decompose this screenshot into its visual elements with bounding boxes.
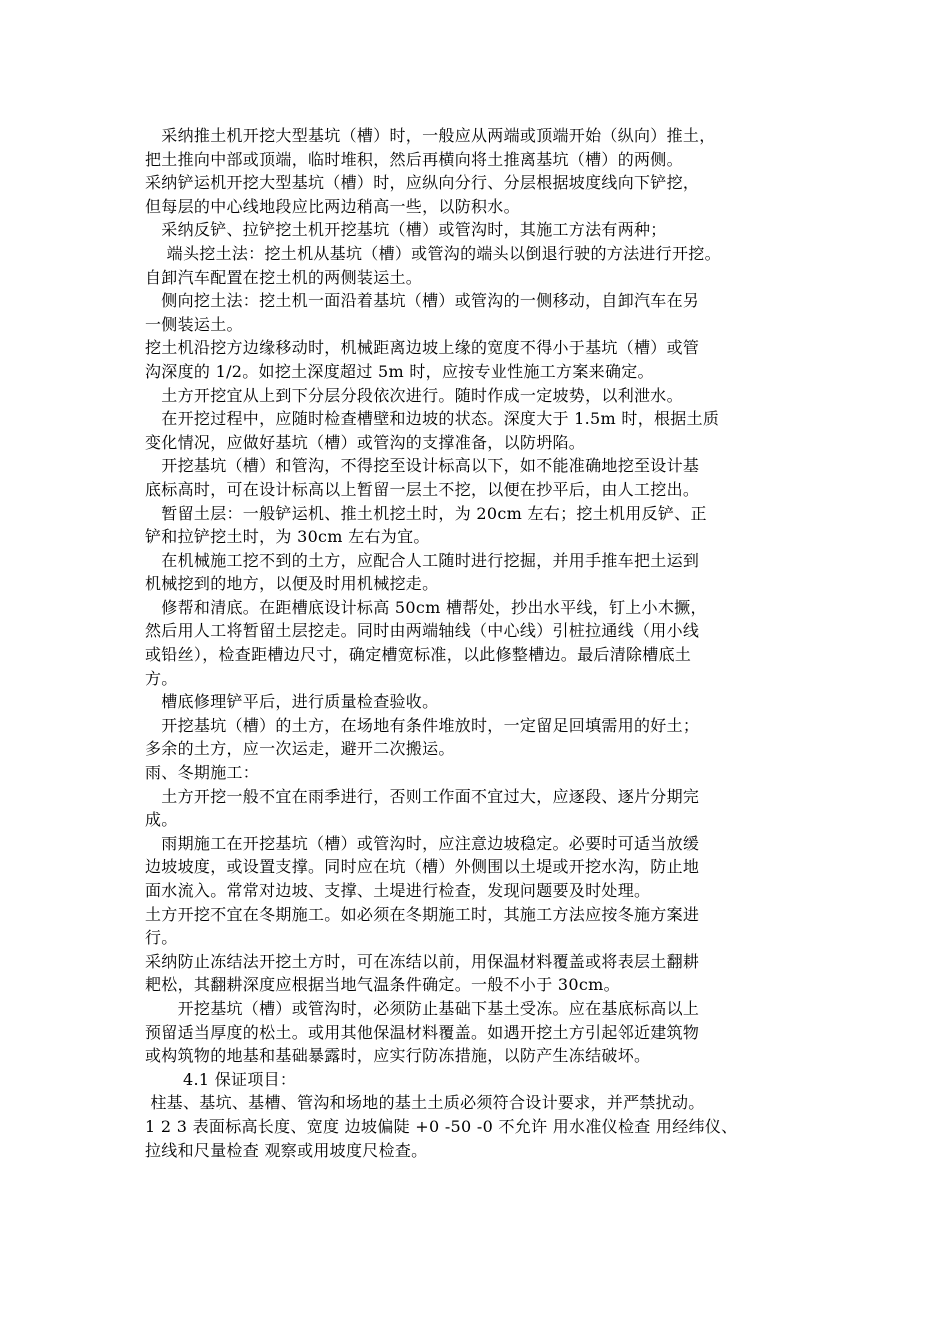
text-line: 或铅丝），检查距槽边尺寸，确定槽宽标准，以此修整槽边。最后清除槽底土 xyxy=(145,645,692,665)
text-line: 端头挖土法：挖土机从基坑（槽）或管沟的端头以倒退行驶的方法进行开挖。 xyxy=(145,243,721,263)
text-line: 雨、冬期施工： xyxy=(145,763,260,783)
text-line: 槽底修理铲平后，进行质量检查验收。 xyxy=(145,692,439,712)
text-line: 拉线和尺量检查 观察或用坡度尺检查。 xyxy=(145,1140,428,1160)
text-line: 一侧装运土。 xyxy=(145,314,243,334)
text-line: 柱基、基坑、基槽、管沟和场地的基土土质必须符合设计要求，并严禁扰动。 xyxy=(145,1093,705,1113)
text-line: 行。 xyxy=(145,928,178,948)
text-line: 边坡坡度，或设置支撑。同时应在坑（槽）外侧围以土堤或开挖水沟，防止地 xyxy=(145,857,700,877)
text-line: 多余的土方，应一次运走，避开二次搬运。 xyxy=(145,739,455,759)
text-line: 耙松，其翻耕深度应根据当地气温条件确定。一般不小于 30cm。 xyxy=(145,975,620,995)
text-line: 把土推向中部或顶端，临时堆积，然后再横向将土推离基坑（槽）的两侧。 xyxy=(145,149,683,169)
text-line: 沟深度的 1/2。如挖土深度超过 5m 时，应按专业性施工方案来确定。 xyxy=(145,361,654,381)
text-line: 在开挖过程中，应随时检查槽壁和边坡的状态。深度大于 1.5m 时，根据土质 xyxy=(145,409,720,429)
text-line: 开挖基坑（槽）的土方，在场地有条件堆放时，一定留足回填需用的好土； xyxy=(145,715,700,735)
text-line: 面水流入。常常对边坡、支撑、土堤进行检查，发现问题要及时处理。 xyxy=(145,881,651,900)
text-line: 采纳铲运机开挖大型基坑（槽）时，应纵向分行、分层根据坡度线向下铲挖， xyxy=(145,173,700,193)
text-line: 1 2 3 表面标高长度、宽度 边坡偏陡 +0 -50 -0 不允许 用水准仪检查 用经纬仪、 xyxy=(145,1116,738,1136)
text-line: 土方开挖不宜在冬期施工。如必须在冬期施工时，其施工方法应按冬施方案进 xyxy=(145,904,700,924)
text-line: 采纳反铲、拉铲挖土机开挖基坑（槽）或管沟时，其施工方法有两种； xyxy=(145,220,667,240)
text-line: 暂留土层：一般铲运机、推土机挖土时，为 20cm 左右；挖土机用反铲、正 xyxy=(145,503,707,523)
text-line: 采纳推土机开挖大型基坑（槽）时，一般应从两端或顶端开始（纵向）推土， xyxy=(145,126,716,145)
text-line: 然后用人工将暂留土层挖走。同时由两端轴线（中心线）引桩拉通线（用小线 xyxy=(145,621,700,641)
text-line: 铲和拉铲挖土时，为 30cm 左右为宜。 xyxy=(145,527,430,547)
text-line: 自卸汽车配置在挖土机的两侧装运土。 xyxy=(145,267,423,287)
text-line: 或构筑物的地基和基础暴露时，应实行防冻措施，以防产生冻结破坏。 xyxy=(145,1046,651,1066)
text-line: 侧向挖土法：挖土机一面沿着基坑（槽）或管沟的一侧移动，自卸汽车在另 xyxy=(145,291,700,311)
text-line: 方。 xyxy=(145,668,178,688)
document-body xyxy=(145,124,825,1162)
text-line: 变化情况，应做好基坑（槽）或管沟的支撑准备，以防坍陷。 xyxy=(145,432,586,452)
text-line: 机械挖到的地方，以便及时用机械挖走。 xyxy=(145,574,439,594)
text-line: 土方开挖宜从上到下分层分段依次进行。随时作成一定坡势，以利泄水。 xyxy=(145,385,683,405)
text-line: 在机械施工挖不到的土方，应配合人工随时进行挖掘，并用手推车把土运到 xyxy=(145,550,700,570)
text-line: 修帮和清底。在距槽底设计标高 50cm 槽帮处，抄出水平线，钉上小木撅， xyxy=(145,597,707,617)
text-line: 土方开挖一般不宜在雨季进行，否则工作面不宜过大，应逐段、逐片分期完 xyxy=(145,786,700,806)
text-line: 4.1 保证项目： xyxy=(145,1069,297,1089)
text-line: 预留适当厚度的松土。或用其他保温材料覆盖。如遇开挖土方引起邻近建筑物 xyxy=(145,1022,700,1042)
text-line: 雨期施工在开挖基坑（槽）或管沟时，应注意边坡稳定。必要时可适当放缓 xyxy=(145,833,700,853)
text-line: 开挖基坑（槽）和管沟，不得挖至设计标高以下，如不能准确地挖至设计基 xyxy=(145,456,700,476)
text-line: 但每层的中心线地段应比两边稍高一些，以防积水。 xyxy=(145,196,520,216)
text-line: 采纳防止冻结法开挖土方时，可在冻结以前，用保温材料覆盖或将表层土翻耕 xyxy=(145,951,700,971)
text-line: 底标高时，可在设计标高以上暂留一层土不挖，以便在抄平后，由人工挖出。 xyxy=(145,479,700,499)
text-line: 挖土机沿挖方边缘移动时，机械距离边坡上缘的宽度不得小于基坑（槽）或管 xyxy=(145,338,700,358)
text-line: 开挖基坑（槽）或管沟时，必须防止基础下基土受冻。应在基底标高以上 xyxy=(145,998,700,1018)
text-line: 成。 xyxy=(145,810,178,830)
